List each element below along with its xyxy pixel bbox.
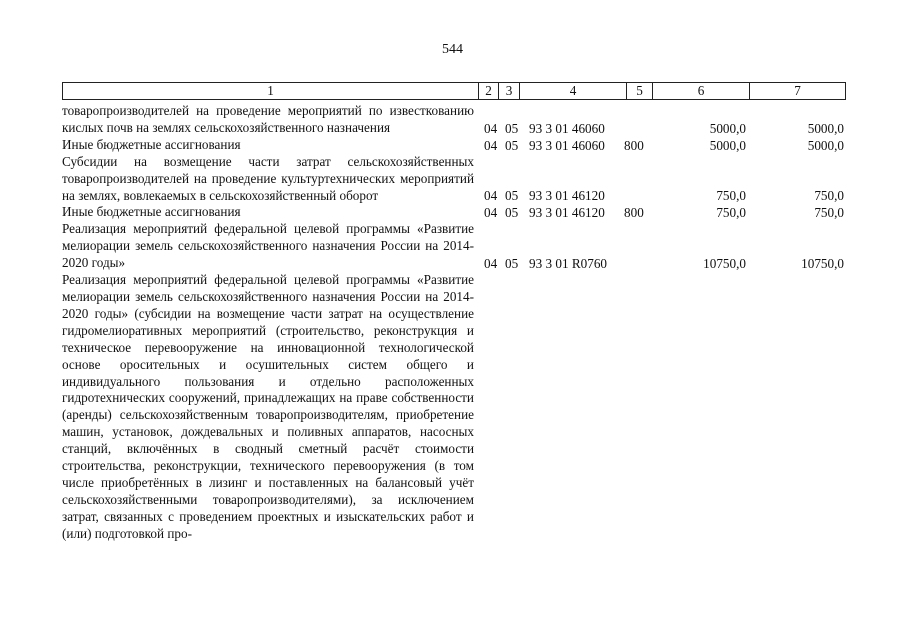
page-number: 544 [442, 42, 463, 57]
table-row [62, 204, 844, 221]
header-col-2: 2 [479, 83, 499, 100]
header-col-6: 6 [653, 83, 750, 100]
header-col-5: 5 [627, 83, 653, 100]
subsection-code: 05 [505, 205, 519, 221]
amount-col-7: 5000,0 [807, 137, 844, 153]
section-code: 04 [484, 256, 498, 272]
amount-col-6: 5000,0 [709, 137, 746, 153]
section-code: 04 [484, 205, 498, 221]
amount-col-7: 5000,0 [807, 120, 844, 136]
row-description: Иные бюджетные ассигнования [62, 136, 241, 152]
table-row [62, 154, 844, 205]
target-article-code: 93 3 01 46060 [529, 120, 605, 136]
expense-type-code: 800 [624, 137, 644, 153]
target-article-code: 93 3 01 46060 [529, 137, 605, 153]
row-codes [62, 137, 844, 154]
header-col-1: 1 [63, 83, 479, 100]
table-row [62, 221, 844, 272]
amount-col-6: 750,0 [716, 188, 746, 204]
subsection-code: 05 [505, 256, 519, 272]
row-description: Субсидии на возмещение части затрат сельскохозяйственных товаропроизводителей на проведение культуртехнических мероприятий на землях, вовлекаемых в сельскохозяйственный оборот [62, 153, 474, 203]
header-col-7: 7 [750, 83, 846, 100]
subsection-code: 05 [505, 120, 519, 136]
amount-col-6: 750,0 [716, 205, 746, 221]
amount-col-6: 10750,0 [703, 256, 746, 272]
amount-col-7: 750,0 [814, 205, 844, 221]
subsection-code: 05 [505, 188, 519, 204]
row-description: Реализация мероприятий федеральной целевой программы «Развитие мелиорации земель сельскохозяйственного назначения России на 2014-2020 годы» [62, 221, 474, 271]
header-col-4: 4 [520, 83, 627, 100]
row-codes [62, 255, 844, 272]
target-article-code: 93 3 01 46120 [529, 205, 605, 221]
section-code: 04 [484, 188, 498, 204]
table-row [62, 103, 844, 137]
row-codes [62, 187, 844, 204]
section-code: 04 [484, 120, 498, 136]
header-col-3: 3 [499, 83, 520, 100]
budget-rows [62, 103, 844, 543]
header-row [63, 83, 846, 100]
section-code: 04 [484, 137, 498, 153]
column-header-table [62, 82, 846, 100]
row-description: Реализация мероприятий федеральной целевой программы «Развитие мелиорации земель сельскохозяйственного назначения России на 2014-2020 годы» (субсидии на возмещение части затрат на осуществление гидромелиоративных мероприятий (строительство, реконструкция и техническое перевооружение на инновационной технологической основе оросительных и осушительных систем общего и индивидуального пользования и отдельно расположенных гидротехнических сооружений, принадлежащих на праве собственности (аренды) сельскохозяйственным товаропроизводителям, приобретение машин, установок, дождевальных и поливных аппаратов, насосных станций, включённых в сводный сметный расчёт стоимости строительства, реконструкции, технического перевооружения (в том числе приобретённых в лизинг и поставленных на балансовый учёт сельскохозяйственными товаропроизводителями), за исключением затрат, связанных с проведением проектных и изыскательских работ и (или) подготовкой про- [62, 272, 474, 541]
amount-col-7: 750,0 [814, 188, 844, 204]
row-description: Иные бюджетные ассигнования [62, 204, 241, 220]
amount-col-6: 5000,0 [709, 120, 746, 136]
row-codes [62, 120, 844, 137]
target-article-code: 93 3 01 46120 [529, 188, 605, 204]
row-codes [62, 204, 844, 221]
table-row [62, 272, 844, 543]
subsection-code: 05 [505, 137, 519, 153]
expense-type-code: 800 [624, 205, 644, 221]
target-article-code: 93 3 01 R0760 [529, 256, 608, 272]
amount-col-7: 10750,0 [801, 256, 844, 272]
row-description: товаропроизводителей на проведение мероприятий по известкованию кислых почв на землях сельскохозяйственного назначения [62, 103, 474, 135]
table-row [62, 137, 844, 154]
